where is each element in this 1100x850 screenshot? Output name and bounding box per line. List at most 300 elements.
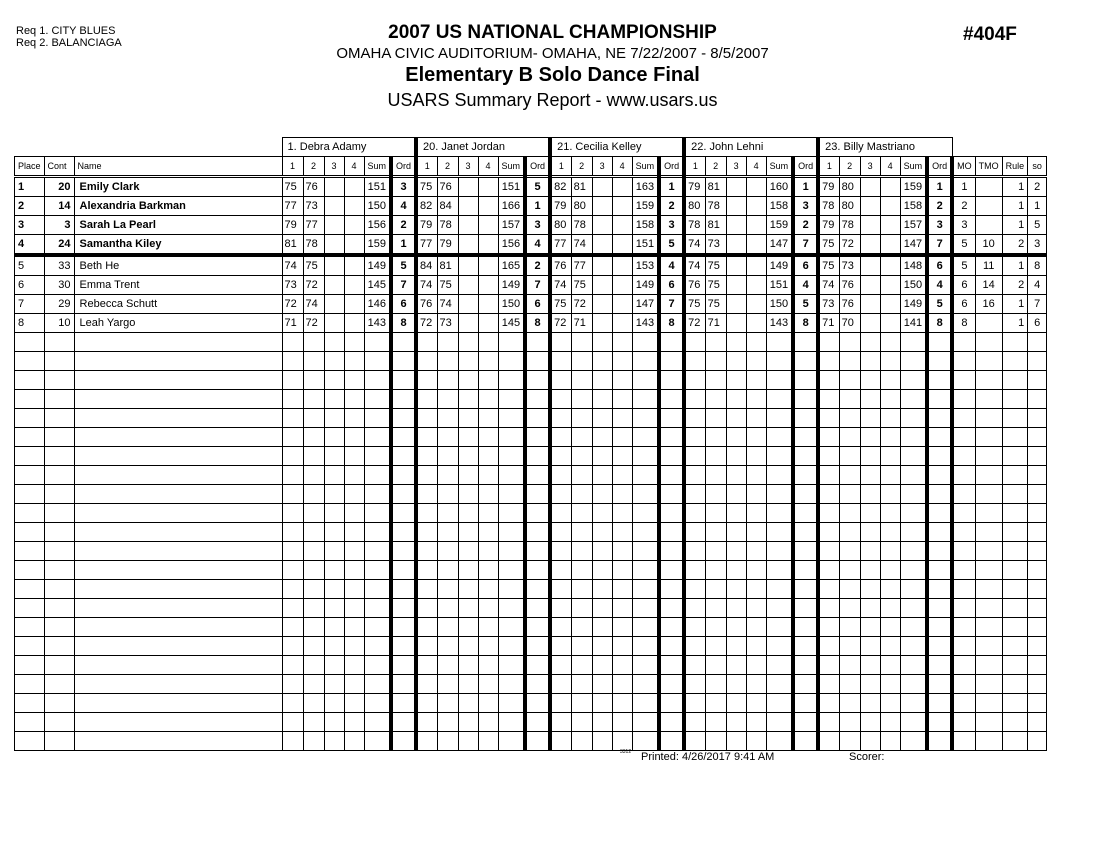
empty-cell (818, 656, 839, 675)
judge-sum: 159 (632, 197, 659, 216)
empty-cell (818, 599, 839, 618)
empty-cell (324, 618, 344, 637)
judge-header-row (15, 138, 1047, 157)
judge-score (726, 197, 746, 216)
empty-cell (952, 390, 975, 409)
empty-cell (880, 428, 900, 447)
empty-cell (612, 694, 632, 713)
judge-ordinal: 6 (525, 295, 550, 314)
judge-ordinal: 8 (659, 314, 684, 333)
empty-cell (1028, 504, 1047, 523)
empty-cell (458, 333, 478, 352)
judge-score: 75 (684, 295, 705, 314)
empty-cell (659, 428, 684, 447)
empty-cell (1002, 599, 1028, 618)
empty-cell (571, 561, 592, 580)
empty-cell (659, 561, 684, 580)
empty-cell (860, 542, 880, 561)
judge-sum: 158 (766, 197, 793, 216)
empty-cell (705, 409, 726, 428)
empty-cell (550, 333, 571, 352)
empty-cell (860, 409, 880, 428)
empty-cell (391, 409, 416, 428)
empty-cell (391, 333, 416, 352)
empty-cell (952, 580, 975, 599)
empty-cell (478, 409, 498, 428)
empty-cell (437, 504, 458, 523)
empty-cell (659, 618, 684, 637)
empty-cell (498, 333, 525, 352)
judge-score: 75 (303, 255, 324, 276)
empty-cell (303, 542, 324, 561)
empty-cell (746, 618, 766, 637)
judge-sum: 150 (364, 197, 391, 216)
empty-cell (74, 637, 282, 656)
empty-cell (15, 428, 45, 447)
col-tmo-value (975, 216, 1002, 235)
judge-score (592, 216, 612, 235)
empty-cell (684, 599, 705, 618)
empty-cell (900, 447, 927, 466)
empty-cell (437, 542, 458, 561)
empty-cell (839, 371, 860, 390)
empty-cell (15, 409, 45, 428)
empty-cell (416, 485, 437, 504)
judge-sum: 149 (900, 295, 927, 314)
empty-cell (900, 523, 927, 542)
empty-cell (44, 333, 74, 352)
empty-cell (975, 542, 1002, 561)
empty-cell (364, 333, 391, 352)
empty-row (15, 618, 1047, 637)
empty-cell (900, 618, 927, 637)
empty-cell (952, 504, 975, 523)
empty-cell (726, 333, 746, 352)
judge-score (860, 177, 880, 197)
empty-cell (74, 542, 282, 561)
empty-cell (880, 694, 900, 713)
judge-sum: 150 (766, 295, 793, 314)
empty-cell (282, 656, 303, 675)
skater-name: Samantha Kiley (74, 235, 282, 256)
empty-cell (839, 618, 860, 637)
empty-cell (659, 333, 684, 352)
empty-cell (478, 352, 498, 371)
judge-ordinal: 7 (927, 235, 952, 256)
empty-cell (525, 656, 550, 675)
empty-cell (478, 466, 498, 485)
judge-score (344, 235, 364, 256)
judge-ordinal: 2 (525, 255, 550, 276)
judge-ordinal: 3 (927, 216, 952, 235)
empty-cell (44, 637, 74, 656)
col-judge-ord: Ord (391, 157, 416, 177)
empty-cell (880, 713, 900, 732)
empty-cell (766, 637, 793, 656)
empty-cell (952, 542, 975, 561)
col-judge-ord: Ord (659, 157, 684, 177)
empty-cell (15, 580, 45, 599)
judge-score: 72 (303, 314, 324, 333)
empty-cell (927, 485, 952, 504)
empty-cell (458, 732, 478, 751)
empty-cell (364, 618, 391, 637)
contestant-number: 3 (44, 216, 74, 235)
judge-score (458, 235, 478, 256)
empty-cell (437, 618, 458, 637)
empty-cell (478, 333, 498, 352)
judge-ordinal: 6 (391, 295, 416, 314)
empty-cell (900, 428, 927, 447)
empty-cell (839, 485, 860, 504)
empty-cell (952, 713, 975, 732)
empty-cell (726, 694, 746, 713)
empty-cell (880, 504, 900, 523)
empty-cell (74, 694, 282, 713)
empty-cell (632, 371, 659, 390)
empty-cell (1028, 618, 1047, 637)
empty-cell (324, 713, 344, 732)
judge-score (880, 295, 900, 314)
judge-score (324, 177, 344, 197)
empty-cell (1002, 371, 1028, 390)
empty-cell (975, 523, 1002, 542)
judge-score (860, 216, 880, 235)
empty-cell (860, 637, 880, 656)
empty-cell (416, 618, 437, 637)
empty-cell (324, 409, 344, 428)
empty-cell (839, 409, 860, 428)
empty-cell (659, 580, 684, 599)
empty-cell (927, 599, 952, 618)
col-judge-sum: Sum (364, 157, 391, 177)
empty-cell (1028, 333, 1047, 352)
empty-cell (1028, 675, 1047, 694)
empty-cell (437, 694, 458, 713)
empty-cell (818, 561, 839, 580)
empty-cell (860, 390, 880, 409)
empty-cell (15, 637, 45, 656)
judge-score: 71 (571, 314, 592, 333)
empty-cell (458, 409, 478, 428)
empty-cell (364, 352, 391, 371)
judge-score (746, 197, 766, 216)
judge-sum: 147 (900, 235, 927, 256)
empty-cell (571, 504, 592, 523)
judge-sum: 150 (900, 276, 927, 295)
empty-cell (818, 371, 839, 390)
empty-cell (550, 504, 571, 523)
empty-cell (659, 352, 684, 371)
col-judge-ord: Ord (525, 157, 550, 177)
empty-cell (74, 732, 282, 751)
empty-cell (746, 694, 766, 713)
empty-cell (282, 523, 303, 542)
empty-cell (880, 523, 900, 542)
empty-cell (818, 694, 839, 713)
col-judge-3: 3 (860, 157, 880, 177)
empty-cell (282, 409, 303, 428)
judge-score: 80 (839, 177, 860, 197)
empty-cell (1002, 390, 1028, 409)
empty-cell (324, 656, 344, 675)
judge-score: 81 (705, 216, 726, 235)
empty-cell (726, 580, 746, 599)
judge-ordinal: 8 (391, 314, 416, 333)
empty-cell (15, 675, 45, 694)
empty-cell (324, 466, 344, 485)
empty-cell (44, 390, 74, 409)
empty-cell (726, 504, 746, 523)
empty-cell (391, 713, 416, 732)
empty-cell (498, 390, 525, 409)
empty-cell (612, 599, 632, 618)
col-judge-2: 2 (571, 157, 592, 177)
empty-cell (900, 485, 927, 504)
empty-row (15, 466, 1047, 485)
judge-score: 75 (705, 255, 726, 276)
empty-cell (592, 466, 612, 485)
empty-cell (324, 561, 344, 580)
empty-cell (437, 466, 458, 485)
judge-score (726, 295, 746, 314)
empty-cell (746, 675, 766, 694)
empty-cell (416, 637, 437, 656)
empty-cell (705, 580, 726, 599)
empty-cell (458, 694, 478, 713)
empty-cell (612, 333, 632, 352)
result-row (15, 255, 1047, 276)
empty-cell (900, 371, 927, 390)
judge-score (612, 295, 632, 314)
empty-cell (860, 466, 880, 485)
empty-cell (44, 485, 74, 504)
empty-cell (44, 371, 74, 390)
empty-cell (952, 371, 975, 390)
contestant-number: 10 (44, 314, 74, 333)
empty-cell (952, 599, 975, 618)
empty-cell (659, 485, 684, 504)
empty-cell (705, 542, 726, 561)
empty-cell (282, 713, 303, 732)
judge-score: 79 (282, 216, 303, 235)
empty-cell (344, 713, 364, 732)
empty-cell (684, 504, 705, 523)
empty-cell (391, 428, 416, 447)
empty-cell (612, 675, 632, 694)
empty-cell (975, 428, 1002, 447)
empty-cell (282, 580, 303, 599)
empty-cell (282, 371, 303, 390)
empty-cell (498, 618, 525, 637)
empty-cell (818, 485, 839, 504)
empty-cell (818, 428, 839, 447)
empty-cell (1028, 466, 1047, 485)
empty-cell (860, 371, 880, 390)
report-name: USARS Summary Report - www.usars.us (387, 90, 718, 110)
col-mo-value: 8 (952, 314, 975, 333)
empty-cell (282, 390, 303, 409)
empty-cell (282, 504, 303, 523)
empty-cell (344, 732, 364, 751)
place-cell: 8 (15, 314, 45, 333)
col-tmo-value: 11 (975, 255, 1002, 276)
judge-score (478, 255, 498, 276)
empty-cell (391, 694, 416, 713)
empty-cell (525, 466, 550, 485)
empty-cell (592, 428, 612, 447)
empty-cell (571, 618, 592, 637)
empty-cell (44, 523, 74, 542)
empty-cell (391, 352, 416, 371)
empty-cell (437, 561, 458, 580)
empty-cell (952, 561, 975, 580)
empty-cell (437, 390, 458, 409)
col-judge-ord: Ord (927, 157, 952, 177)
judge-score: 72 (839, 235, 860, 256)
judge-score (880, 216, 900, 235)
empty-cell (659, 656, 684, 675)
judge-sum: 165 (498, 255, 525, 276)
empty-cell (793, 447, 818, 466)
empty-cell (1002, 561, 1028, 580)
empty-cell (303, 580, 324, 599)
judge-score: 78 (818, 197, 839, 216)
empty-cell (478, 732, 498, 751)
judge-score: 76 (437, 177, 458, 197)
empty-cell (1002, 352, 1028, 371)
judge-score (746, 216, 766, 235)
empty-cell (1002, 542, 1028, 561)
empty-row (15, 580, 1047, 599)
judge-score (344, 216, 364, 235)
judge-score (612, 276, 632, 295)
place-cell: 5 (15, 255, 45, 276)
judge-score: 72 (571, 295, 592, 314)
empty-cell (659, 732, 684, 751)
empty-cell (437, 428, 458, 447)
empty-cell (303, 675, 324, 694)
empty-cell (793, 675, 818, 694)
empty-cell (659, 447, 684, 466)
empty-cell (632, 466, 659, 485)
judge-score (478, 235, 498, 256)
empty-cell (571, 542, 592, 561)
judge-sum: 145 (498, 314, 525, 333)
empty-cell (391, 599, 416, 618)
empty-cell (793, 390, 818, 409)
empty-cell (391, 371, 416, 390)
empty-cell (303, 656, 324, 675)
judge-header-spacer (952, 138, 1047, 157)
judge-score: 82 (416, 197, 437, 216)
empty-cell (478, 713, 498, 732)
judge-score (612, 314, 632, 333)
empty-cell (726, 656, 746, 675)
col-rule-value: 1 (1002, 255, 1028, 276)
judge-score (324, 314, 344, 333)
judge-score (860, 197, 880, 216)
empty-cell (705, 561, 726, 580)
skater-name: Emily Clark (74, 177, 282, 197)
empty-cell (44, 599, 74, 618)
col-judge-4: 4 (344, 157, 364, 177)
empty-cell (550, 371, 571, 390)
empty-cell (632, 447, 659, 466)
empty-cell (498, 542, 525, 561)
col-mo-value: 2 (952, 197, 975, 216)
empty-cell (860, 333, 880, 352)
empty-cell (927, 504, 952, 523)
empty-cell (818, 542, 839, 561)
judge-sum: 150 (498, 295, 525, 314)
empty-cell (550, 732, 571, 751)
judge-score (880, 177, 900, 197)
empty-cell (498, 409, 525, 428)
empty-cell (705, 333, 726, 352)
col-tmo-value: 14 (975, 276, 1002, 295)
empty-cell (746, 371, 766, 390)
empty-cell (766, 428, 793, 447)
empty-cell (364, 561, 391, 580)
judge-name: 21. Cecilia Kelley (550, 138, 684, 157)
empty-cell (44, 447, 74, 466)
empty-cell (900, 713, 927, 732)
judge-score (458, 177, 478, 197)
empty-cell (437, 352, 458, 371)
empty-cell (659, 713, 684, 732)
empty-cell (15, 352, 45, 371)
empty-cell (15, 694, 45, 713)
judge-score: 76 (684, 276, 705, 295)
empty-cell (860, 447, 880, 466)
judge-score: 73 (839, 255, 860, 276)
empty-row (15, 542, 1047, 561)
empty-cell (860, 504, 880, 523)
empty-cell (900, 561, 927, 580)
empty-cell (525, 447, 550, 466)
empty-cell (839, 542, 860, 561)
empty-cell (416, 504, 437, 523)
empty-cell (74, 371, 282, 390)
empty-cell (416, 333, 437, 352)
empty-cell (880, 333, 900, 352)
judge-name: 20. Janet Jordan (416, 138, 550, 157)
empty-cell (525, 428, 550, 447)
empty-cell (525, 390, 550, 409)
empty-cell (818, 390, 839, 409)
empty-cell (44, 713, 74, 732)
judge-score (458, 216, 478, 235)
empty-cell (525, 732, 550, 751)
empty-cell (324, 333, 344, 352)
judge-score: 84 (437, 197, 458, 216)
empty-cell (612, 409, 632, 428)
empty-cell (44, 561, 74, 580)
empty-cell (766, 713, 793, 732)
empty-cell (818, 618, 839, 637)
empty-cell (746, 428, 766, 447)
empty-cell (592, 504, 612, 523)
judge-ordinal: 2 (927, 197, 952, 216)
empty-cell (498, 675, 525, 694)
judge-score (344, 276, 364, 295)
empty-cell (1028, 371, 1047, 390)
empty-cell (498, 694, 525, 713)
empty-cell (44, 542, 74, 561)
empty-cell (364, 637, 391, 656)
empty-cell (612, 428, 632, 447)
